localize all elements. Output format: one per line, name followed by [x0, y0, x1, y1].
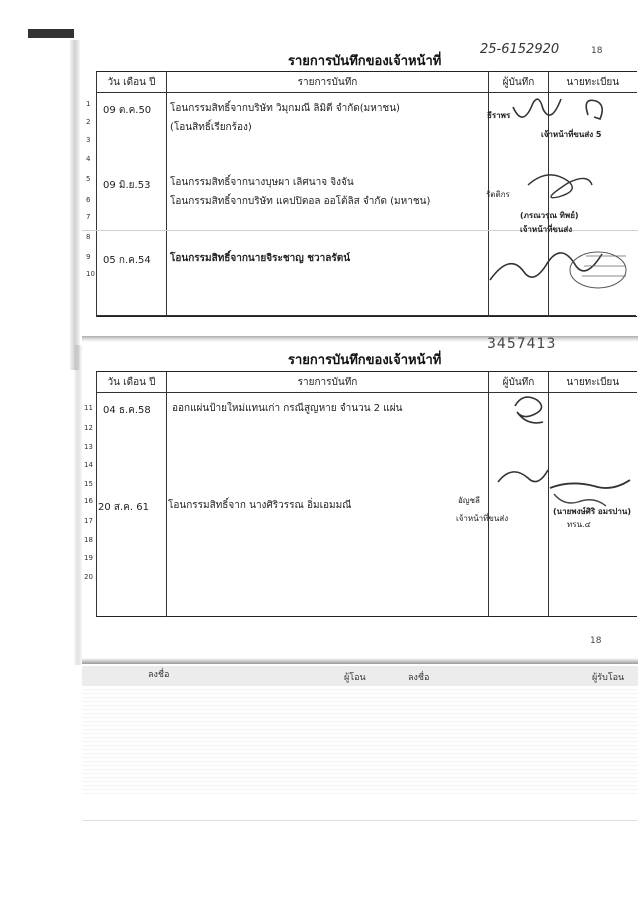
entry-date: 20 ส.ค. 61 [98, 502, 149, 513]
entry-date: 04 ธ.ค.58 [103, 405, 151, 416]
footer-sign-left: ลงชื่อ [148, 670, 170, 680]
row-number: 8 [86, 233, 91, 241]
row-number: 4 [86, 155, 91, 163]
binding-shadow [70, 40, 80, 370]
signature-label: เจ้าหน้าที่ขนส่ง 5 [541, 130, 602, 139]
signature-label: (ภรณวรุณ ทิพย์) [520, 211, 579, 220]
signature-label: เจ้าหน้าที่ขนส่ง [520, 225, 573, 234]
sheet-bottom-edge [82, 658, 638, 664]
entry-date: 05 ก.ค.54 [103, 255, 151, 266]
signature-label: ทรน.๔ [567, 520, 591, 529]
row-number: 11 [84, 404, 93, 412]
header-recorder: ผู้บันทึก [489, 372, 549, 393]
signature-label: รัตติกร [486, 190, 510, 199]
bottom-signature-1 [505, 392, 565, 432]
signature-label: (นายพงษ์ศิริ อมรปาน) [553, 507, 631, 516]
row-number: 1 [86, 100, 91, 108]
entry-date: 09 ต.ค.50 [103, 105, 152, 116]
entry-line: ออกแผ่นป้ายใหม่แทนเก่า กรณีสูญหาย จำนวน 2 แผ่น [172, 403, 403, 414]
signature-label: ธีราพร [487, 111, 511, 120]
entry-line: โอนกรรมสิทธิ์จากนายจิระชาญ ชวาลรัตน์ [170, 253, 351, 264]
entry-date: 09 มิ.ย.53 [103, 180, 151, 191]
signature-label: เจ้าหน้าที่ขนส่ง [456, 514, 509, 523]
header-record: รายการบันทึก [167, 372, 489, 393]
footer-transferee: ผู้รับโอน [592, 673, 625, 683]
binding-shadow-lower [74, 345, 82, 665]
footer-transferor: ผู้โอน [344, 673, 366, 683]
row-number: 2 [86, 118, 91, 126]
row-number: 17 [84, 517, 93, 525]
row-number: 12 [84, 424, 93, 432]
bottom-handwritten-number: 3457413 [487, 336, 557, 352]
entry-line: โอนกรรมสิทธิ์จาก นางศิริวรรณ อิ่มเอมมณี [168, 500, 352, 511]
bottom-sheet-title: รายการบันทึกของเจ้าหน้าที่ [288, 353, 442, 368]
row-number: 15 [84, 480, 93, 488]
top-handwritten-number: 25-6152920 [480, 42, 560, 57]
signature-label: อัญชลี [458, 496, 480, 505]
bottom-page-number: 18 [590, 636, 602, 646]
row-number: 16 [84, 497, 93, 505]
table-bottom-rule [96, 315, 636, 316]
top-page-number: 18 [591, 46, 603, 56]
header-registrar: นายทะเบียน [549, 372, 637, 393]
row-number: 13 [84, 443, 93, 451]
row-number: 10 [86, 270, 95, 278]
header-date: วัน เดือน ปี [97, 372, 167, 393]
entry-line: โอนกรรมสิทธิ์จากบริษัท วิมุกมณี ลิมิตี จำกัด(มหาชน) [170, 103, 400, 114]
entry-line: โอนกรรมสิทธิ์จากบริษัท แคปปิตอล ออโต้ลิส จำกัด (มหาชน) [170, 196, 431, 207]
row-number: 14 [84, 461, 93, 469]
row-number: 5 [86, 175, 91, 183]
row-number: 20 [84, 573, 93, 581]
faint-rule [82, 820, 638, 821]
row-number: 3 [86, 136, 91, 144]
scan-edge-mark [28, 29, 74, 38]
header-recorder: ผู้บันทึก [489, 72, 549, 93]
row-number: 7 [86, 213, 91, 221]
footer-sign-middle: ลงชื่อ [408, 673, 430, 683]
row-number: 6 [86, 196, 91, 204]
header-record: รายการบันทึก [167, 72, 489, 93]
entry-line: โอนกรรมสิทธิ์จากนางบุษผา เลิศนาจ จิงจัน [170, 177, 354, 188]
header-date: วัน เดือน ปี [97, 72, 167, 93]
row-number: 19 [84, 554, 93, 562]
row-number: 18 [84, 536, 93, 544]
top-signature-row3 [486, 242, 634, 302]
top-sheet-title: รายการบันทึกของเจ้าหน้าที่ [288, 54, 442, 69]
underlying-sheet-texture [82, 686, 638, 796]
row-number: 9 [86, 253, 91, 261]
header-registrar: นายทะเบียน [549, 72, 637, 93]
entry-line: (โอนสิทธิ์เรียกร้อง) [170, 122, 252, 133]
bottom-signature-2 [488, 452, 638, 532]
